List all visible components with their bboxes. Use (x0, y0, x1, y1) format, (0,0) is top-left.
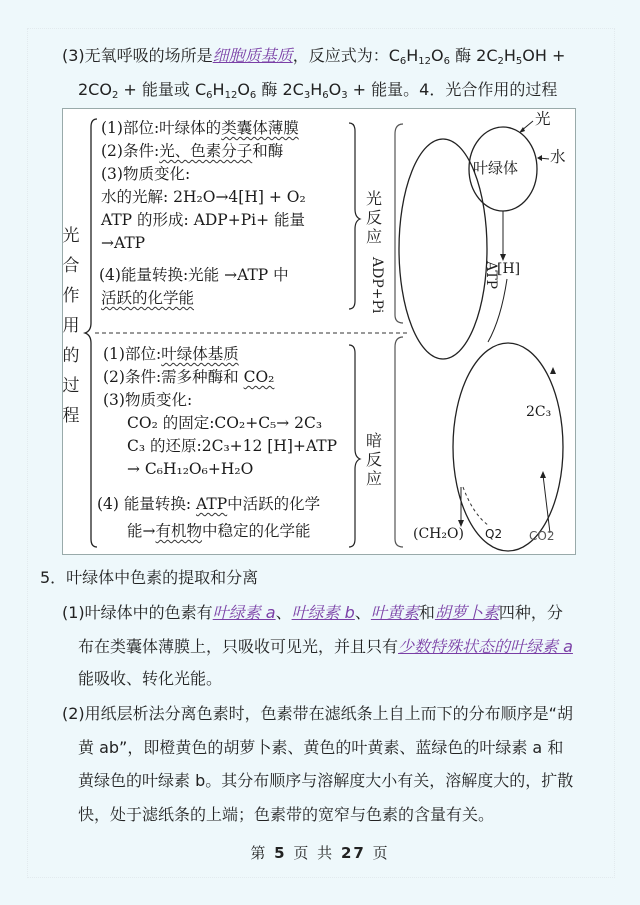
light-input-label: 光 (535, 110, 551, 128)
c5-label: Q2 (485, 527, 503, 541)
eq-anaerobic-2: $2CO_2$ + 能量或 $C_6H_{12}O_6$ 酶 $2C_3H_6O_3$ + 能量。 (78, 80, 420, 101)
label-char: 光 (365, 189, 382, 208)
link-cytoplasm-matrix[interactable]: 细胞质基质 (212, 46, 293, 65)
section5-p1-line3: 能吸收、转化光能。 (78, 669, 223, 688)
dark-item-1 (103, 345, 239, 364)
c3-label: 2C₃ (526, 404, 552, 420)
dark-reaction-label (365, 431, 383, 488)
section5-p2-line3: 黄绿色的叶绿素 b。其分布顺序与溶解度大小有关，溶解度大的，扩散 (78, 771, 574, 790)
label-char: 反 (365, 450, 382, 469)
dark-item-key: ATP (196, 495, 228, 513)
label-char: 反 (365, 208, 382, 227)
label-char: 暗 (365, 431, 382, 450)
dark-item-6: → C₆H₁₂O₆+H₂O (127, 460, 254, 478)
light-reaction-label (365, 189, 383, 246)
light-item-8 (101, 289, 194, 308)
dark-item-text: 能→ (127, 522, 156, 540)
total-pages: 27 (340, 844, 366, 862)
section5-p2-line1: (2)用纸层析法分离色素时，色素带在滤纸条上自上而下的分布顺序是“胡 (62, 704, 573, 723)
left-label-char: 作 (62, 286, 80, 306)
dark-item-3: (3)物质变化: (103, 391, 193, 409)
dark-item-7 (97, 495, 320, 514)
footer-pre: 第 (250, 844, 268, 862)
co2-label: CO2 (529, 529, 555, 543)
water-input-label: 水 (550, 148, 566, 166)
dark-item-rest: 中活跃的化学 (227, 495, 321, 513)
section3-line2 (78, 80, 557, 100)
left-label-char: 合 (62, 256, 80, 276)
light-item-key: 活跃的化学能 (101, 289, 195, 307)
section5-p1-line2 (78, 637, 573, 657)
adp-pi-label: ADP+Pi (369, 257, 385, 314)
light-item-3: (3)物质变化: (101, 165, 191, 183)
dark-item-8 (127, 522, 311, 541)
dark-item-key: CO₂ (243, 368, 275, 386)
light-item-text: (1)部位:叶绿体的 (101, 119, 222, 137)
dark-item-text: (2)条件:需多种酶和 (103, 368, 244, 386)
sep: 和 (418, 603, 435, 622)
light-item-4: 水的光解: 2H₂O→4[H] + O₂ (101, 188, 306, 206)
label-char: 应 (365, 469, 382, 488)
dark-item-rest: 中稳定的化学能 (202, 522, 311, 540)
eq-anaerobic-1: $C_6H_{12}O_6$ 酶 $2C_2H_5OH$ + (388, 46, 566, 67)
section3-mid: ，反应式为： (292, 46, 389, 65)
link-chlorophyll-a[interactable]: 叶绿素 a (212, 603, 276, 622)
light-item-6: →ATP (101, 234, 146, 252)
footer-post: 页 (372, 844, 390, 862)
dark-item-key: 有机物 (155, 522, 203, 540)
p1-prefix: (1)叶绿体中的色素有 (62, 603, 213, 622)
ch2o-label: (CH₂O) (413, 526, 464, 542)
link-carotene[interactable]: 胡萝卜素 (434, 603, 499, 622)
chloroplast-label: 叶绿体 (473, 159, 519, 177)
dark-item-text: (4) 能量转换: (97, 495, 197, 513)
section5-p2-line2: 黄 ab”，即橙黄色的胡萝卜素、黄色的叶黄素、蓝绿色的叶绿素 a 和 (78, 738, 564, 757)
dark-item-5: C₃ 的还原:2C₃+12 [H]+ATP (127, 437, 338, 455)
link-special-chlorophyll-a[interactable]: 少数特殊状态的叶绿素 a (398, 637, 573, 656)
light-item-1 (101, 119, 299, 138)
light-item-rest: 和酶 (252, 142, 284, 160)
link-chlorophyll-b[interactable]: 叶绿素 b (291, 603, 355, 622)
left-label-char: 的 (62, 346, 80, 366)
light-item-key: 光、色素分子 (159, 142, 253, 160)
current-page: 5 (274, 844, 287, 862)
p1-line2-prefix: 布在类囊体薄膜上，只吸收可见光，并且只有 (78, 637, 399, 656)
page-footer (0, 842, 640, 863)
section3-prefix: (3)无氧呼吸的场所是 (62, 46, 213, 65)
dark-item-2 (103, 368, 274, 387)
light-item-text: (2)条件: (101, 142, 160, 160)
light-item-5: ATP 的形成: ADP+Pi+ 能量 (101, 211, 306, 229)
sep: 、 (275, 603, 292, 622)
heading-photosynthesis: 4．光合作用的过程 (419, 80, 558, 99)
footer-mid: 页 共 (293, 844, 335, 862)
p1-suffix: 四种，分 (498, 603, 563, 622)
photosynthesis-figure (62, 108, 576, 555)
dark-item-text: (1)部位: (103, 345, 162, 363)
left-label-char: 程 (62, 406, 80, 426)
left-label-char: 用 (62, 316, 80, 336)
label-char: 应 (365, 227, 382, 246)
atp-label: ATP (483, 261, 499, 290)
light-item-7: (4)能量转换:光能 →ATP 中 (99, 266, 289, 284)
h-label: [H] (497, 261, 521, 277)
light-item-2 (101, 142, 283, 161)
section5-p1-line1 (62, 603, 563, 623)
left-label-char: 光 (62, 226, 80, 246)
section3-line1 (62, 46, 565, 66)
section5-heading (40, 568, 258, 588)
link-xanthophyll[interactable]: 叶黄素 (370, 603, 419, 622)
dark-item-key: 叶绿体基质 (161, 345, 239, 363)
section5-p2-line4: 快，处于滤纸条的上端；色素带的宽窄与色素的含量有关。 (78, 805, 495, 824)
light-item-key: 类囊体薄膜 (221, 119, 299, 137)
section5-heading-text: 5．叶绿体中色素的提取和分离 (40, 568, 259, 587)
sep: 、 (354, 603, 371, 622)
dark-item-4: CO₂ 的固定:CO₂+C₅→ 2C₃ (127, 414, 323, 432)
left-label-char: 过 (62, 376, 80, 396)
